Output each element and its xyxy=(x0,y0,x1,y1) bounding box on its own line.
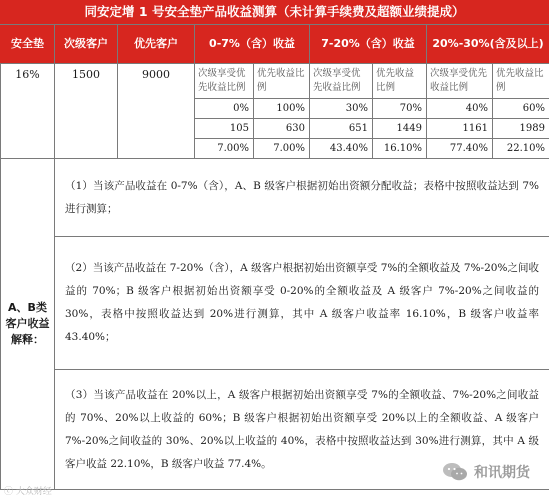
cell: 16.10% xyxy=(373,139,427,159)
sub-header-r3-sub: 次级享受优先收益比例 xyxy=(427,64,493,99)
header-priority: 优先客户 xyxy=(118,25,195,64)
wechat-icon xyxy=(442,462,468,482)
cell: 40% xyxy=(427,99,493,119)
sub-header-r3-pri: 优先收益比例 xyxy=(493,64,549,99)
sub-header-r2-sub: 次级享受优先收益比例 xyxy=(310,64,373,99)
cell: 7.00% xyxy=(195,139,254,159)
explanation-paragraph-2: （2）当该产品收益在 7-20%（含），A 级客户根据初始出资额享受 7%的全额收益及 7%-20%之间收益的 70%；B 级客户根据初始出资额享受 0-20%的全额收益及 A 级客户 7%-20%之间收益的 30%，表格中按照收益达到 20%进行测算，其中 A 级客户收益率 16.10%，B 级客户收益率 43.40%； xyxy=(55,237,549,370)
header-range-20-30: 20%-30%(含及以上) xyxy=(427,25,549,64)
cell: 77.40% xyxy=(427,139,493,159)
explanation-paragraph-3: （3）当该产品收益在 20%以上，A 级客户根据初始出资额享受 7%的全额收益、7%-20%之间收益的 70%、20%以上收益的 60%；B 级客户根据初始出资额享受 20%以上的全额收益、A 级客户 7%-20%之间收益的 30%、20%以上收益的 40%，表格中按照收益达到 30%进行测算，其中 A 级客户收益 22.10%，B 级客户收益 77.4%。 xyxy=(55,370,549,490)
header-subordinate: 次级客户 xyxy=(55,25,118,64)
sub-header-r1-pri: 优先收益比例 xyxy=(254,64,310,99)
cell: 100% xyxy=(254,99,310,119)
header-safety-pad: 安全垫 xyxy=(1,25,55,64)
value-subordinate: 1500 xyxy=(55,64,118,159)
value-priority: 9000 xyxy=(118,64,195,159)
watermark-left: ⓒ 大众财经 xyxy=(4,487,52,497)
explanation-label: A、B类客户收益 解释： xyxy=(1,159,55,490)
cell: 22.10% xyxy=(493,139,549,159)
watermark-right-text: 和讯期货 xyxy=(474,465,530,481)
header-range-7-20: 7-20%（含）收益 xyxy=(310,25,427,64)
sub-header-r2-pri: 优先收益比例 xyxy=(373,64,427,99)
cell: 1161 xyxy=(427,119,493,139)
cell: 7.00% xyxy=(254,139,310,159)
cell: 1989 xyxy=(493,119,549,139)
cell: 60% xyxy=(493,99,549,119)
cell: 30% xyxy=(310,99,373,119)
return-table xyxy=(0,24,549,490)
cell: 43.40% xyxy=(310,139,373,159)
cell: 70% xyxy=(373,99,427,119)
header-range-0-7: 0-7%（含）收益 xyxy=(195,25,310,64)
cell: 651 xyxy=(310,119,373,139)
explanation-paragraph-1: （1）当该产品收益在 0-7%（含），A、B 级客户根据初始出资额分配收益；表格中按照收益达到 7%进行测算； xyxy=(55,159,549,237)
sub-header-r1-sub: 次级享受优先收益比例 xyxy=(195,64,254,99)
cell: 105 xyxy=(195,119,254,139)
value-safety-pad: 16% xyxy=(1,64,55,159)
table-title: 同安定增 1 号安全垫产品收益测算（未计算手续费及超额业绩提成） xyxy=(0,0,549,24)
cell: 1449 xyxy=(373,119,427,139)
cell: 630 xyxy=(254,119,310,139)
cell: 0% xyxy=(195,99,254,119)
watermark-right xyxy=(442,462,530,482)
